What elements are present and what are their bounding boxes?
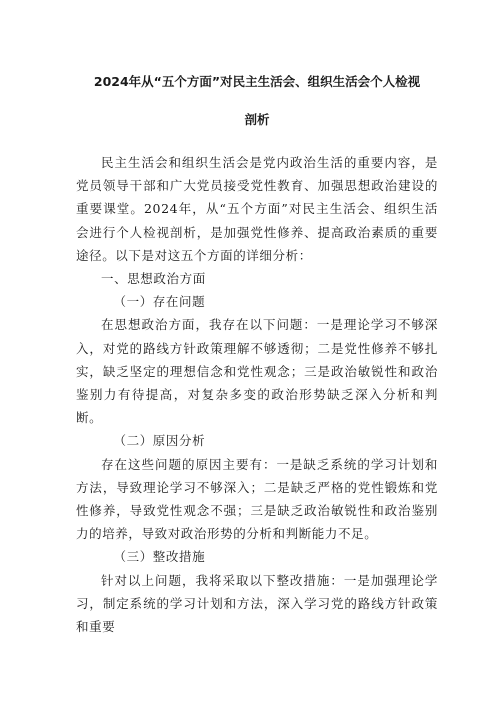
document-title-line-2: 剖析 xyxy=(244,112,270,127)
problems-paragraph: 在思想政治方面，我存在以下问题：一是理论学习不够深入，对党的路线方针政策理解不够透彻；二是党性修养不够扎实，缺乏坚定的理想信念和党性观念；三是政治敏锐性和政治鉴别力有待提高，对复杂多变的政治形势缺乏深入分析和判断。 xyxy=(76,317,438,426)
subsection-heading-causes: （二）原因分析 xyxy=(113,433,206,449)
section-heading-ideology: 一、思想政治方面 xyxy=(101,271,206,287)
subsection-heading-measures: （三）整改措施 xyxy=(113,549,206,565)
document-title-line-1: 2024年从“五个方面”对民主生活会、组织生活会个人检视 xyxy=(93,74,421,89)
document-body xyxy=(76,151,438,638)
measures-paragraph: 针对以上问题，我将采取以下整改措施：一是加强理论学习，制定系统的学习计划和方法，深入学习党的路线方针政策和重要 xyxy=(76,572,438,635)
document-title xyxy=(76,72,438,129)
causes-paragraph: 存在这些问题的原因主要有：一是缺乏系统的学习计划和方法，导致理论学习不够深入；二是缺乏严格的党性锻炼和党性修养，导致党性观念不强；三是缺乏政治敏锐性和政治鉴别力的培养，导致对政治形势的分析和判断能力不足。 xyxy=(76,456,438,542)
intro-paragraph: 民主生活会和组织生活会是党内政治生活的重要内容，是党员领导干部和广大党员接受党性教育、加强思想政治建设的重要课堂。2024年，从“五个方面”对民主生活会、组织生活会进行个人检视剖析，是加强党性修养、提高政治素质的重要途径。以下是对这五个方面的详细分析： xyxy=(76,155,438,263)
subsection-heading-problems: （一）存在问题 xyxy=(113,294,206,310)
